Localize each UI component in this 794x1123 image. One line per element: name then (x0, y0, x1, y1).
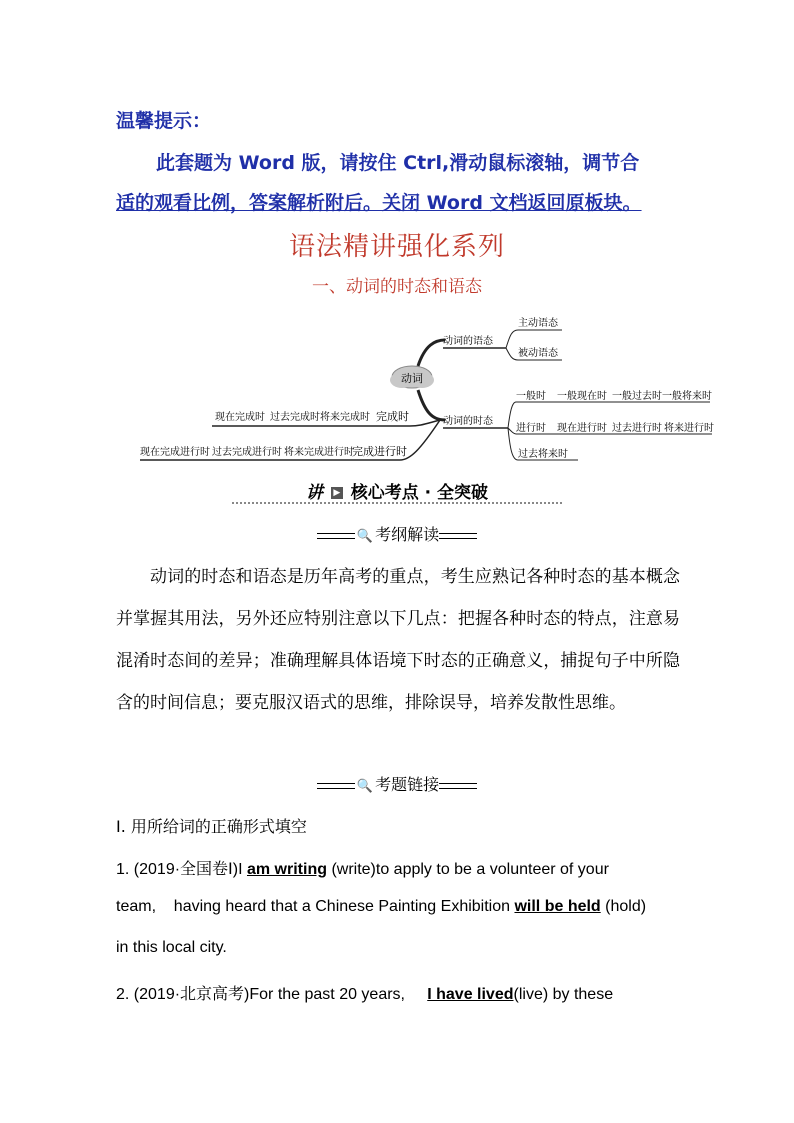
perfect-item-2: 过去完成时 (270, 412, 320, 423)
tense-voice-mind-map (130, 308, 720, 466)
simple-item-2: 一般过去时 (612, 391, 662, 402)
simple-item-3: 一般将来时 (662, 391, 712, 402)
q2-answer: I have lived (427, 986, 514, 1003)
question-1-line-2 (116, 898, 680, 916)
q1-answer-1: am writing (246, 861, 327, 878)
question-1-line-1 (116, 856, 680, 879)
q1-answer-2: will be held (514, 898, 601, 915)
passive-voice-label: 被动语态 (518, 348, 558, 359)
simple-item-1: 一般现在时 (557, 391, 607, 402)
tip-title: 温馨提示： (116, 110, 212, 132)
tense-label: 动词的时态 (443, 416, 493, 427)
page-title: 语法精讲强化系列 (288, 232, 505, 262)
syllabus-paragraph: 动词的时态和语态是历年高考的重点，考生应熟记各种时态的基本概念并掌握其用法，另外还应特别注意以下几点：把握各种时态的特点，注意易混淆时态间的差异；准确理解具体语境下时态的正确意义，捕捉句子中所隐含的时间信息；要克服汉语式的思维，排除误导，培养发散性思维。 (116, 567, 680, 713)
play-icon: ▶ (331, 487, 343, 499)
section-banner (0, 478, 794, 503)
page-subtitle: 一、动词的时态和语态 (312, 277, 482, 297)
future-in-past-label: 过去将来时 (518, 449, 568, 460)
part-title: Ⅰ. 用所给词的正确形式填空 (116, 817, 307, 836)
center-node (390, 366, 434, 388)
perfect-item-1: 现在完成时 (215, 412, 265, 423)
perfect-tense-label: 完成时 (376, 410, 409, 423)
tip-line-2: 适的观看比例，答案解析附后。关闭 Word 文档返回原板块。 (116, 192, 642, 214)
double-rule-right (439, 533, 477, 539)
tip-line-1: 此套题为 Word 版，请按住 Ctrl,滑动鼠标滚轴，调节合 (156, 152, 640, 174)
q1-text: (write)to apply to be a volunteer of your (327, 861, 609, 878)
question-1-line-3: in this local city. (116, 939, 227, 956)
q1-line2-prefix: team, having heard that a Chinese Painting Exhibition (116, 898, 515, 915)
perfect-prog-item-3: 将来完成进行时 (284, 447, 354, 458)
banner-divider (232, 502, 562, 504)
simple-tense-label: 一般时 (516, 391, 546, 402)
progressive-item-1: 现在进行时 (557, 423, 607, 434)
section-heading-label: 考题链接 (375, 775, 440, 794)
banner-label: 核心考点 · 全突破 (350, 483, 489, 503)
question-2-line-1 (116, 981, 680, 1004)
q2-suffix: (live) by these (513, 986, 614, 1003)
double-rule-right (439, 783, 477, 789)
q1-prefix: 1. (2019·全国卷Ⅰ)I (116, 861, 247, 878)
q1-line2-suffix: (hold) (600, 898, 647, 915)
progressive-item-2: 过去进行时 (612, 423, 662, 434)
magnifier-icon: 🔍 (356, 529, 374, 544)
section-heading-label: 考纲解读 (375, 525, 440, 544)
perfect-prog-item-1: 现在完成进行时 (140, 447, 210, 458)
active-voice-label: 主动语态 (518, 318, 558, 329)
progressive-item-3: 将来进行时 (664, 423, 714, 434)
section-heading-questions (0, 772, 794, 795)
center-label: 动词 (401, 372, 423, 385)
q2-prefix: 2. (2019·北京高考)For the past 20 years, (116, 986, 428, 1003)
double-rule-left (317, 783, 355, 789)
perfect-prog-item-2: 过去完成进行时 (212, 447, 282, 458)
perfect-prog-label: 完成进行时 (352, 445, 407, 458)
double-rule-left (317, 533, 355, 539)
magnifier-icon: 🔍 (356, 779, 374, 794)
voice-label: 动词的语态 (443, 336, 493, 347)
banner-icon-text: 讲 (305, 483, 323, 503)
perfect-item-3: 将来完成时 (320, 412, 370, 423)
progressive-tense-label: 进行时 (516, 423, 546, 434)
section-heading-syllabus (0, 522, 794, 545)
